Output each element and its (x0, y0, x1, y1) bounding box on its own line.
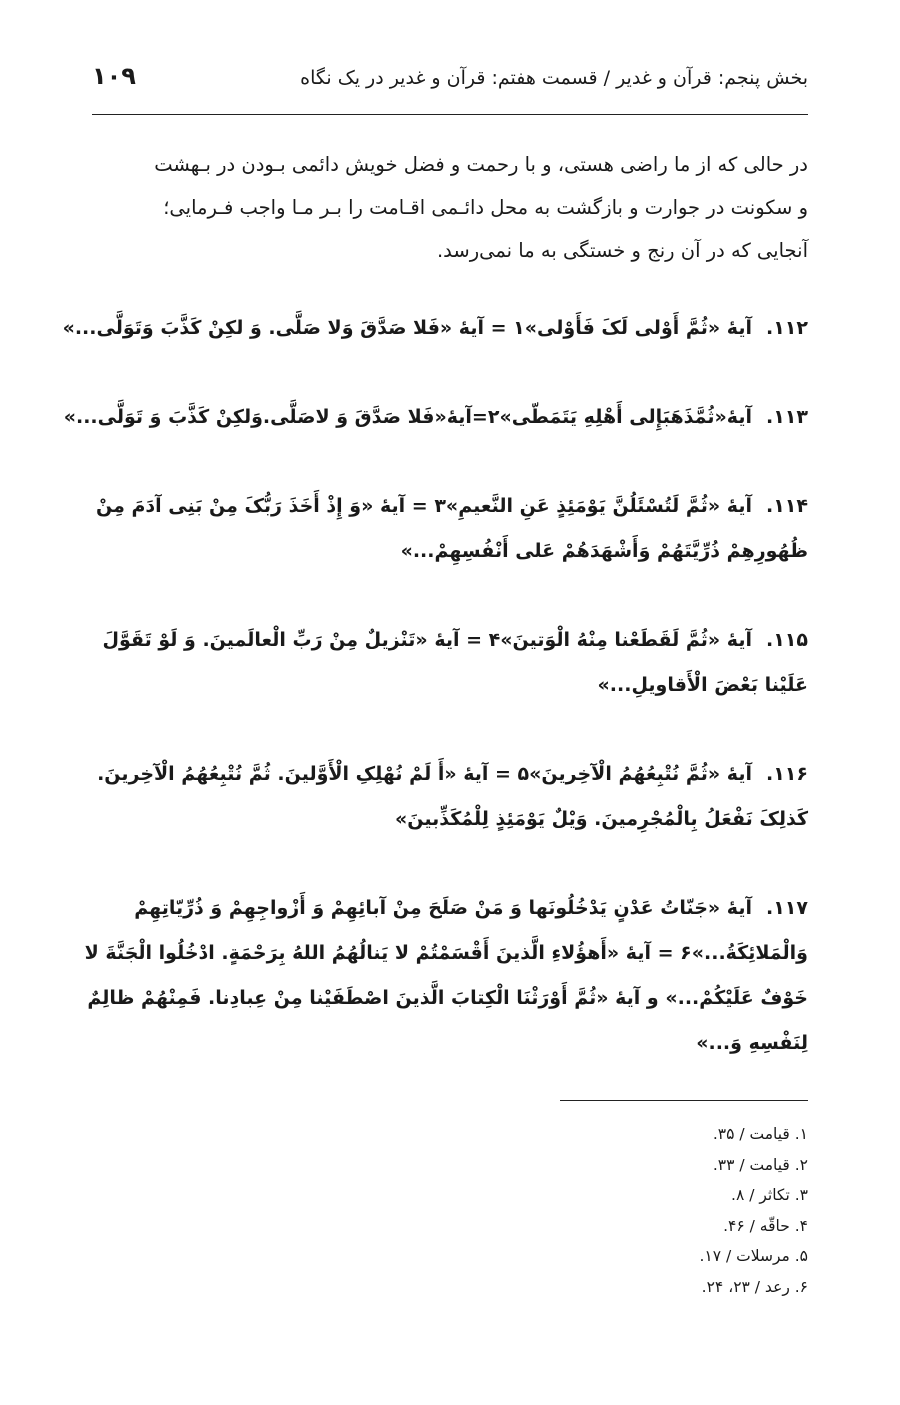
footnote: ۶. رعد / ٢٣، ٢۴. (701, 1277, 808, 1296)
verse-list (62, 306, 808, 1066)
verse-line: عَلَیْنا بَعْضَ الْأَقاویلِ...» (597, 674, 808, 696)
verse-line: کَذلِکَ نَفْعَلُ بِالْمُجْرِمینَ. وَیْلٌ یَوْمَئِذٍ لِلْمُکَذِّبینَ» (394, 808, 808, 830)
footnote: ٣. تکاثر / ٨. (731, 1186, 808, 1204)
footnote: ۵. مرسلات / ١٧. (699, 1247, 808, 1265)
intro-paragraph (92, 143, 808, 272)
verse-number: ۱۱۳. (765, 406, 808, 428)
intro-line: و سکونت در جوارت و بازگشت به محل دائـمی اقـامت را بـر مـا واجب فـرمایی؛ (163, 196, 808, 219)
verse-item (92, 618, 808, 708)
verse-text: آیهٔ «ثُمَّ لَقَطَعْنا مِنْهُ الْوَتینَ»۴ = آیهٔ «تَنْزیلٌ مِنْ رَبِّ الْعالَمینَ. وَ لَوْ تَقَوَّلَ (102, 629, 752, 651)
verse-text: آیهٔ «ثُمَّ نُتْبِعُهُمُ الْآخِرینَ»۵ = آیهٔ «أَ لَمْ نُهْلِکِ الْأَوَّلینَ. ثُمَّ نُتْبِعُهُمُ الْآخِرینَ. (97, 763, 752, 785)
verse-item (62, 306, 808, 351)
intro-line: در حالی که از ما راضی هستی، و با رحمت و فضل خویش دائمی بـودن در بـهشت (154, 153, 808, 176)
verse-line (92, 618, 808, 663)
intro-line: آنجایی که در آن رنج و خستگی به ما نمی‌رسد. (436, 239, 808, 262)
verse-number: ۱۱۶. (765, 763, 808, 785)
footnote: ٢. قیامت / ٣٣. (712, 1155, 808, 1174)
verse-line (92, 484, 808, 529)
verse-text: آیهٔ «ثُمَّ أَوْلی لَکَ فَأَوْلی»١ = آیهٔ «فَلا صَدَّقَ وَلا صَلَّی. وَ لکِنْ کَذَّبَ وَتَوَلَّی...» (62, 317, 752, 339)
verse-line (92, 886, 808, 931)
verse-line: ظُهُورِهِمْ ذُرِّیَّتَهُمْ وَأَشْهَدَهُمْ عَلی أَنْفُسِهِمْ...» (400, 540, 808, 562)
verse-line: وَالْمَلائِکَةُ...»۶ = آیهٔ «أَهؤُلاءِ الَّذینَ أَقْسَمْتُمْ لا یَنالُهُمُ اللهُ بِرَحْمَةٍ. ادْخُلُوا الْجَنَّةَ لا (84, 942, 808, 964)
verse-text: آیهٔ«ثُمَّذَهَبَإِلی أَهْلِهِ یَتَمَطّی»٢=آیهٔ«فَلا صَدَّقَ وَ لاصَلَّی.وَلکِنْ کَذَّبَ وَ تَوَلَّی...» (63, 406, 752, 428)
verse-line (63, 395, 808, 440)
verse-item (84, 886, 808, 1066)
page-header (92, 62, 808, 115)
verse-text: آیهٔ «ثُمَّ لَتُسْئَلُنَّ یَوْمَئِذٍ عَنِ النَّعیمِ»٣ = آیهٔ «وَ إِذْ أَخَذَ رَبُّکَ مِنْ بَنِی آدَمَ مِنْ (95, 495, 752, 517)
verse-line: خَوْفٌ عَلَیْکُمْ...» و آیهٔ «ثُمَّ أَوْرَثْنَا الْکِتابَ الَّذینَ اصْطَفَیْنا مِنْ عِبادِنا. فَمِنْهُمْ ظالِمٌ (87, 987, 808, 1009)
verse-text: آیهٔ «جَنّاتُ عَدْنٍ یَدْخُلُونَها وَ مَنْ صَلَحَ مِنْ آبائِهِمْ وَ أَزْواجِهِمْ وَ ذُرِّیّاتِهِمْ (134, 897, 752, 919)
verse-number: ۱۱۷. (765, 897, 808, 919)
verse-number: ۱۱۲. (765, 317, 808, 339)
verse-line (62, 306, 808, 351)
footnote: ١. قیامت / ٣۵. (712, 1125, 808, 1143)
footnote-divider (560, 1100, 808, 1101)
footnote: ۴. حاقّه / ۴۶. (723, 1216, 808, 1235)
footnotes (92, 1119, 808, 1302)
verse-item (92, 752, 808, 842)
verse-item (63, 395, 808, 440)
verse-line: لِنَفْسِهِ وَ...» (696, 1032, 808, 1054)
verse-item (92, 484, 808, 574)
running-title: بخش پنجم: قرآن و غدیر / قسمت هفتم: قرآن و غدیر در یک نگاه (300, 67, 808, 89)
page-number: ۱۰۹ (92, 62, 136, 90)
book-page (62, 62, 808, 1302)
verse-line (92, 752, 808, 797)
verse-number: ۱۱۴. (765, 495, 808, 517)
verse-number: ۱۱۵. (765, 629, 808, 651)
